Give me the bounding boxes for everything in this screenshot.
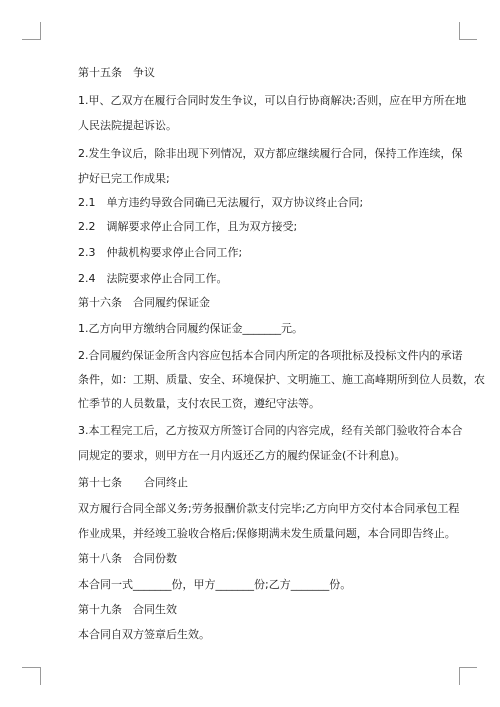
- section-heading-19: 第十九条 合同生效: [78, 603, 177, 616]
- crop-mark-bottom-right: [459, 667, 460, 685]
- crop-mark-top-left: [40, 22, 41, 40]
- section-heading-18: 第十八条 合同份数: [78, 552, 177, 565]
- crop-mark-top-right: [459, 22, 460, 40]
- paragraph-line: 2.发生争议后，除非出现下列情况，双方都应继续履行合同，保持工作连续，保: [78, 147, 463, 160]
- paragraph-line: 2.合同履约保证金所含内容应包括本合同内所定的各项批标及投标文件内的承诺: [78, 349, 463, 362]
- crop-mark-bottom-left-h: [22, 667, 40, 668]
- list-item: 2.1 单方违约导致合同确已无法履行，双方协议终止合同;: [78, 196, 364, 209]
- list-item: 2.2 调解要求停止合同工作，且为双方接受;: [78, 220, 298, 233]
- paragraph-line: 同规定的要求，则甲方在一月内返还乙方的履约保证金(不计利息)。: [78, 449, 406, 462]
- section-heading-15: 第十五条 争议: [78, 66, 155, 79]
- paragraph-line: 条件，如：工期、质量、安全、环境保护、文明施工、施工高峰期所到位人员数，农: [78, 373, 485, 386]
- paragraph-line: 1.乙方向甲方缴纳合同履约保证金_______元。: [78, 322, 303, 335]
- section-heading-17: 第十七条 合同终止: [78, 476, 188, 489]
- paragraph-line: 本合同自双方签章后生效。: [78, 628, 210, 641]
- section-heading-16: 第十六条 合同履约保证金: [78, 296, 210, 309]
- paragraph-line: 作业成果，并经竣工验收合格后;保修期满未发生质量问题，本合同即告终止。: [78, 527, 456, 540]
- paragraph-line: 护好已完工作成果;: [78, 172, 170, 185]
- crop-mark-top-left-h: [22, 39, 40, 40]
- list-item: 2.3 仲裁机构要求停止合同工作;: [78, 246, 243, 259]
- crop-mark-bottom-right-h: [459, 667, 477, 668]
- paragraph-line: 1.甲、乙双方在履行合同时发生争议，可以自行协商解决;否则，应在甲方所在地: [78, 94, 467, 107]
- paragraph-line: 本合同一式_______份，甲方_______份;乙方_______份。: [78, 578, 352, 591]
- paragraph-line: 人民法院提起诉讼。: [78, 119, 177, 132]
- paragraph-line: 3.本工程完工后，乙方按双方所签订合同的内容完成，经有关部门验收符合本合: [78, 424, 463, 437]
- crop-mark-bottom-left: [40, 667, 41, 685]
- crop-mark-top-right-h: [459, 39, 477, 40]
- paragraph-line: 双方履行合同全部义务;劳务报酬价款支付完毕;乙方向甲方交付本合同承包工程: [78, 502, 460, 515]
- list-item: 2.4 法院要求停止合同工作。: [78, 272, 228, 285]
- paragraph-line: 忙季节的人员数量，支付农民工资，遵纪守法等。: [78, 397, 320, 410]
